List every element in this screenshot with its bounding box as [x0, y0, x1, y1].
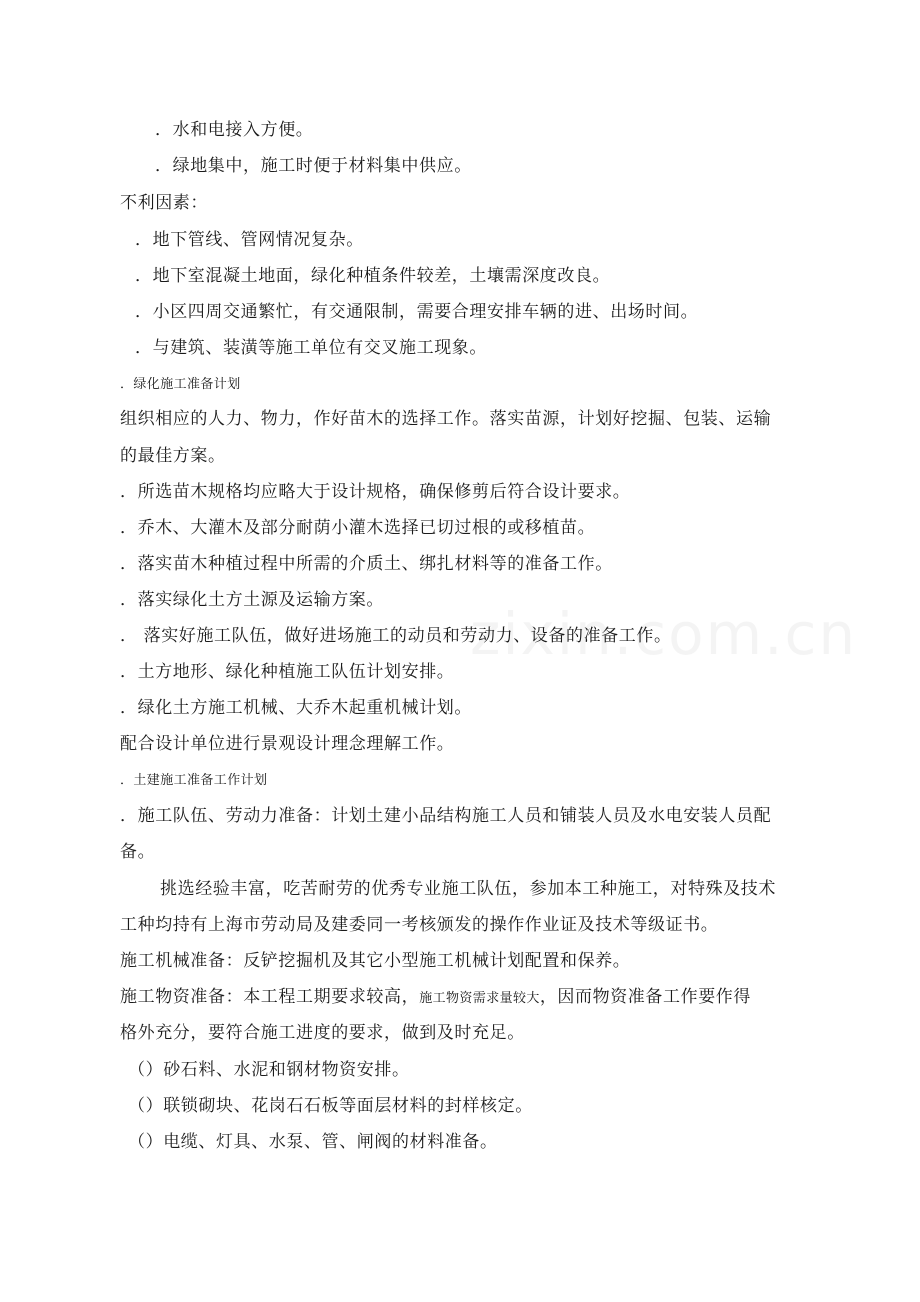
- disadvantage-item: ．小区四周交通繁忙，有交通限制，需要合理安排车辆的进、出场时间。: [135, 302, 699, 322]
- disadvantage-item: ．地下管线、管网情况复杂。: [135, 230, 364, 250]
- advantage-item: ．水和电接入方便。: [155, 120, 314, 140]
- greening-item: ．落实绿化土方土源及运输方案。: [120, 590, 384, 610]
- greening-heading: ．绿化施工准备计划: [120, 377, 241, 392]
- advantage-item: ．绿地集中，施工时便于材料集中供应。: [155, 156, 472, 176]
- greening-closing: 配合设计单位进行景观设计理念理解工作。: [120, 734, 455, 754]
- civil-materials-part-a: 施工物资准备：本工程工期要求较高，: [120, 987, 420, 1007]
- greening-item: ．乔木、大灌木及部分耐荫小灌木选择已切过根的或移植苗。: [120, 518, 596, 538]
- disadvantage-item: ．与建筑、装潢等施工单位有交叉施工现象。: [135, 338, 487, 358]
- greening-intro-line-2: 的最佳方案。: [120, 446, 226, 466]
- disadvantages-heading: 不利因素：: [120, 193, 208, 213]
- greening-item: ．所选苗木规格均应略大于设计规格，确保修剪后符合设计要求。: [120, 482, 631, 502]
- civil-materials-line-1: [120, 986, 820, 1010]
- greening-item: ． 落实好施工队伍，做好进场施工的动员和劳动力、设备的准备工作。: [120, 626, 672, 646]
- civil-materials-line-2: 格外充分，要符合施工进度的要求，做到及时充足。: [120, 1023, 525, 1043]
- civil-team-line-1: ．施工队伍、劳动力准备：计划土建小品结构施工人员和铺装人员及水电安装人员配: [120, 806, 772, 826]
- civil-materials-part-b: 施工物资需求量较大: [419, 991, 540, 1006]
- material-item: （）砂石料、水泥和钢材物资安排。: [128, 1060, 410, 1080]
- civil-heading: ．土建施工准备工作计划: [120, 773, 268, 788]
- civil-select-line-1: 挑选经验丰富，吃苦耐劳的优秀专业施工队伍，参加本工种施工，对特殊及技术: [160, 879, 776, 899]
- material-item: （）电缆、灯具、水泵、管、闸阀的材料准备。: [128, 1132, 498, 1152]
- disadvantage-item: ．地下室混凝土地面，绿化种植条件较差，土壤需深度改良。: [135, 266, 611, 286]
- greening-item: ．落实苗木种植过程中所需的介质土、绑扎材料等的准备工作。: [120, 554, 613, 574]
- civil-select-line-2: 工种均持有上海市劳动局及建委同一考核颁发的操作作业证及技术等级证书。: [120, 915, 719, 935]
- greening-item: ．绿化土方施工机械、大乔木起重机械计划。: [120, 698, 472, 718]
- greening-item: ．土方地形、绿化种植施工队伍计划安排。: [120, 662, 455, 682]
- civil-team-line-2: 备。: [120, 842, 156, 862]
- material-item: （）联锁砌块、花岗石石板等面层材料的封样核定。: [128, 1096, 533, 1116]
- civil-materials-part-c: ，因而物资准备工作要作得: [539, 987, 752, 1007]
- greening-intro-line-1: 组织相应的人力、物力，作好苗木的选择工作。落实苗源，计划好挖掘、包装、运输: [120, 409, 772, 429]
- civil-machinery: 施工机械准备：反铲挖掘机及其它小型施工机械计划配置和保养。: [120, 951, 631, 971]
